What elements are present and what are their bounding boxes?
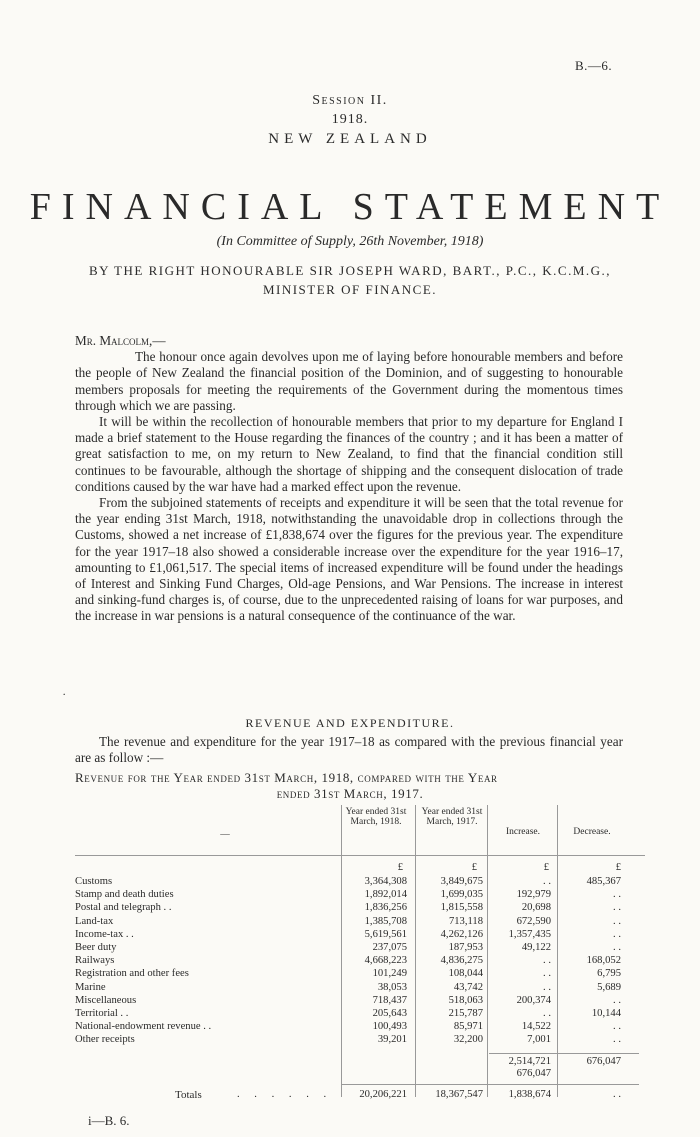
cell-increase: 7,001 bbox=[527, 1034, 551, 1046]
cell-decrease: 168,052 bbox=[586, 955, 621, 967]
cell-1918: 1,836,256 bbox=[364, 902, 407, 914]
currency-symbol: £ bbox=[397, 862, 403, 873]
body-text bbox=[75, 333, 623, 625]
row-label: Territorial . . bbox=[75, 1008, 129, 1019]
cell-1918: 4,668,223 bbox=[364, 955, 407, 967]
row-label: Postal and telegraph . . bbox=[75, 902, 172, 914]
cell-decrease: . . bbox=[613, 915, 621, 927]
currency-symbol: £ bbox=[471, 862, 477, 873]
column-rule bbox=[487, 805, 488, 1097]
cell-1918: 1,385,708 bbox=[364, 915, 407, 927]
cell-decrease: . . bbox=[613, 889, 621, 901]
document-title: FINANCIAL STATEMENT bbox=[29, 186, 671, 228]
label-column-header: — bbox=[220, 830, 230, 840]
cell-increase: 49,122 bbox=[521, 942, 551, 953]
subtotal-increase: 2,514,721 bbox=[508, 1056, 551, 1067]
cell-increase: 200,374 bbox=[516, 994, 551, 1006]
column-rule bbox=[415, 805, 416, 1097]
cell-1917: 187,953 bbox=[448, 942, 483, 953]
row-label: Registration and other fees bbox=[75, 968, 189, 980]
header-1917: Year ended 31st March, 1917. bbox=[421, 807, 483, 827]
paragraph-2: It will be within the recollection of honourable members that prior to my departure for England I made a brief statement to the House regarding the finances of the country ; and it has been a matter of great satisfaction to me, on my return to New Zealand, to find that the financial condition still continues to be favourable, although the shortage of shipping and the consequent dislocation of trade conditions caused by the war have had a marked effect upon the revenue. bbox=[75, 414, 623, 494]
cell-1918: 1,892,014 bbox=[364, 889, 407, 901]
cell-increase: . . bbox=[543, 1008, 551, 1019]
margin-mark: ˙ bbox=[62, 690, 67, 705]
cell-1918: 39,201 bbox=[377, 1034, 407, 1046]
row-label: National-endowment revenue . . bbox=[75, 1021, 212, 1033]
cell-1917: 108,044 bbox=[448, 968, 483, 980]
cell-1917: 32,200 bbox=[453, 1034, 483, 1046]
row-label: Miscellaneous bbox=[75, 994, 137, 1006]
cell-increase: . . bbox=[543, 981, 551, 993]
cell-1918: 237,075 bbox=[372, 942, 407, 953]
author-line-1: BY THE RIGHT HONOURABLE SIR JOSEPH WARD, BART., P.C., K.C.M.G., bbox=[88, 263, 612, 278]
totals-leader: . . . . . . bbox=[237, 1089, 333, 1100]
row-label: Marine bbox=[75, 981, 106, 993]
cell-decrease: . . bbox=[613, 902, 621, 914]
totals-rule bbox=[341, 1084, 639, 1085]
cell-1918: 718,437 bbox=[372, 994, 407, 1006]
total-increase: 1,838,674 bbox=[508, 1089, 551, 1100]
currency-symbol: £ bbox=[543, 862, 549, 873]
section-heading: REVENUE AND EXPENDITURE. bbox=[245, 716, 455, 730]
cell-1918: 101,249 bbox=[372, 968, 407, 980]
cell-1917: 713,118 bbox=[448, 915, 483, 927]
table-title-line-1: Revenue for the Year ended 31st March, 1918, compared with the Year bbox=[75, 770, 498, 785]
cell-increase: 14,522 bbox=[521, 1021, 551, 1033]
cell-decrease: 5,689 bbox=[597, 981, 621, 993]
total-1917: 18,367,547 bbox=[435, 1089, 483, 1100]
revenue-table bbox=[75, 805, 645, 1105]
cell-1917: 3,849,675 bbox=[440, 876, 483, 887]
net-deduction: 676,047 bbox=[516, 1068, 551, 1079]
year-label: 1918. bbox=[331, 112, 369, 127]
cell-1918: 5,619,561 bbox=[364, 928, 407, 940]
session-label: Session II. bbox=[312, 93, 388, 108]
cell-1917: 43,742 bbox=[453, 981, 483, 993]
cell-decrease: 10,144 bbox=[591, 1008, 621, 1019]
page-reference: B.—6. bbox=[575, 58, 613, 73]
cell-increase: . . bbox=[543, 876, 551, 887]
cell-decrease: . . bbox=[613, 928, 621, 940]
cell-1918: 100,493 bbox=[372, 1021, 407, 1033]
row-label: Other receipts bbox=[75, 1034, 135, 1046]
header-1918: Year ended 31st March, 1918. bbox=[345, 807, 407, 827]
cell-decrease: . . bbox=[613, 994, 621, 1006]
committee-subtitle: (In Committee of Supply, 26th November, 1918) bbox=[216, 234, 484, 249]
paragraph-3: From the subjoined statements of receipts and expenditure it will be seen that the total revenue for the year ending 31st March, 1918, notwithstanding the unavoidable drop in collections through the Customs, showed a net increase of £1,838,674 over the figures for the previous year. The expenditure for the year 1917–18 also showed a considerable increase over the expenditure for the year 1916–17, amounting to £1,061,517. The special items of increased expenditure will be found under the headings of Interest and Sinking Fund Charges, Old-age Pensions, and War Pensions. The increase in interest and sinking-fund charges is, of course, due to the unprecedented raising of loans for war purposes, and the increase in war pensions is a natural consequence of the continuance of the war. bbox=[75, 495, 623, 624]
row-label: Stamp and death duties bbox=[75, 889, 174, 901]
header-decrease: Decrease. bbox=[573, 827, 611, 837]
cell-1917: 1,815,558 bbox=[440, 902, 483, 914]
row-label: Beer duty bbox=[75, 942, 117, 953]
cell-decrease: 6,795 bbox=[597, 968, 621, 980]
cell-1917: 4,836,275 bbox=[440, 955, 483, 967]
cell-1917: 85,971 bbox=[453, 1021, 483, 1033]
cell-increase: . . bbox=[543, 968, 551, 980]
cell-increase: 192,979 bbox=[516, 889, 551, 901]
currency-symbol: £ bbox=[615, 862, 621, 873]
cell-1917: 518,063 bbox=[448, 994, 483, 1006]
cell-1918: 205,643 bbox=[372, 1008, 407, 1019]
cell-increase: 672,590 bbox=[516, 915, 551, 927]
row-label: Income-tax . . bbox=[75, 928, 134, 940]
subtotal-decrease: 676,047 bbox=[586, 1056, 621, 1067]
author-line-2: MINISTER OF FINANCE. bbox=[262, 282, 438, 297]
footer-signature: i—B. 6. bbox=[88, 1113, 130, 1128]
cell-decrease: . . bbox=[613, 942, 621, 953]
table-title-line-2: ended 31st March, 1917. bbox=[276, 786, 424, 801]
cell-1918: 38,053 bbox=[377, 981, 407, 993]
cell-decrease: 485,367 bbox=[586, 876, 621, 887]
cell-increase: 1,357,435 bbox=[508, 928, 551, 940]
cell-decrease: . . bbox=[613, 1034, 621, 1046]
subtotal-rule bbox=[489, 1053, 639, 1054]
row-label: Land-tax bbox=[75, 915, 114, 927]
cell-1917: 215,787 bbox=[448, 1008, 483, 1019]
cell-decrease: . . bbox=[613, 1021, 621, 1033]
paragraph-1: The honour once again devolves upon me of laying before honourable members and before the people of New Zealand the financial position of the Dominion, and of suggesting to honourable members proposals for meeting the requirements of the Government during the momentous times through which we are passing. bbox=[75, 349, 623, 413]
totals-label: Totals bbox=[175, 1089, 202, 1101]
cell-1918: 3,364,308 bbox=[364, 876, 407, 887]
total-1918: 20,206,221 bbox=[359, 1089, 407, 1100]
cell-increase: 20,698 bbox=[521, 902, 551, 914]
total-decrease: . . bbox=[613, 1089, 621, 1100]
row-label: Railways bbox=[75, 955, 115, 967]
column-rule bbox=[341, 805, 342, 1097]
header-increase: Increase. bbox=[505, 827, 540, 837]
header-rule bbox=[75, 855, 645, 856]
intro-paragraph: The revenue and expenditure for the year 1917–18 as compared with the previous financial year are as follow :— bbox=[75, 734, 623, 766]
cell-1917: 4,262,126 bbox=[440, 928, 483, 940]
cell-increase: . . bbox=[543, 955, 551, 967]
cell-1917: 1,699,035 bbox=[440, 889, 483, 901]
row-label: Customs bbox=[75, 876, 113, 887]
country-label: NEW ZEALAND bbox=[268, 131, 432, 147]
salutation: Mr. Malcolm,— bbox=[75, 333, 166, 348]
